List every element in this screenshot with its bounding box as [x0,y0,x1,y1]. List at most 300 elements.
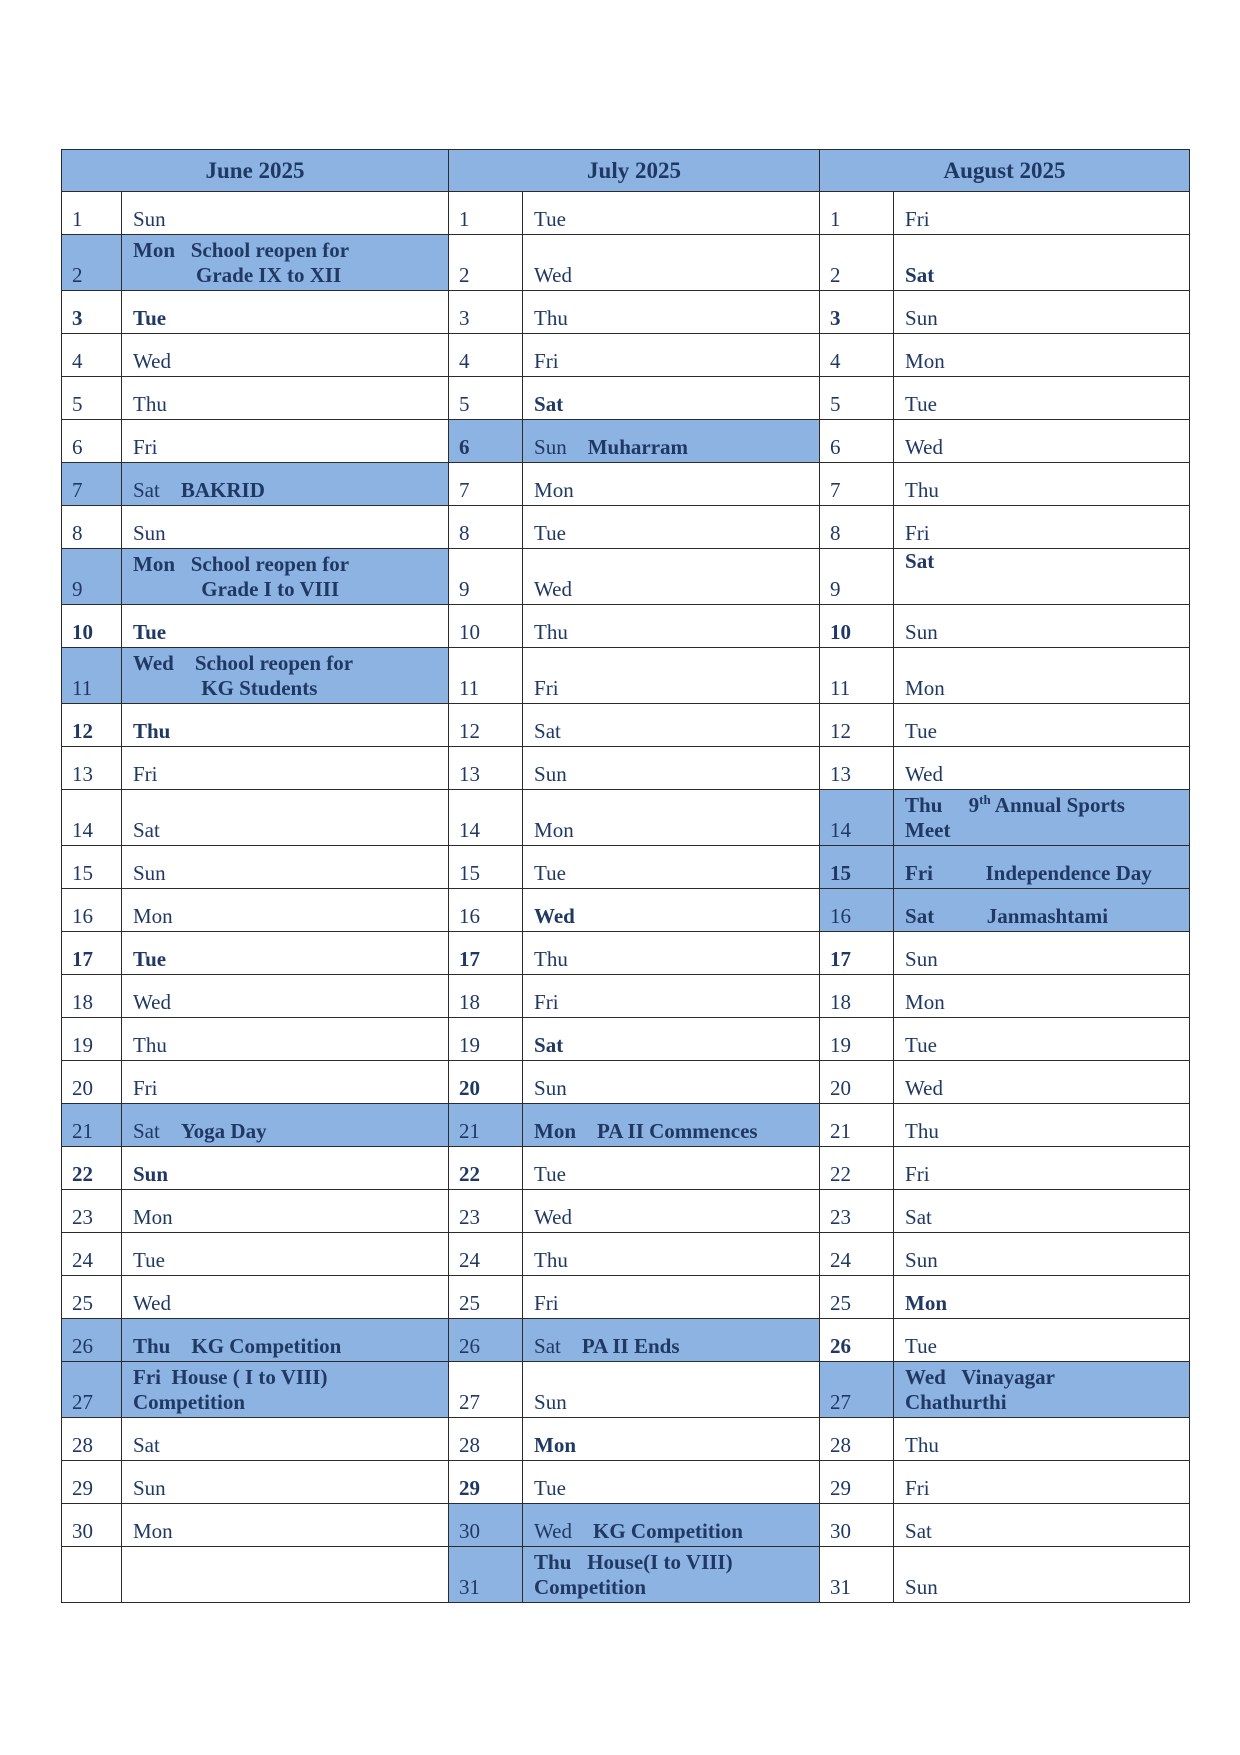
august-date-number: 18 [820,975,894,1018]
weekday-label: Thu [905,1119,939,1143]
august-date-number: 6 [820,420,894,463]
june-date-number: 23 [62,1190,122,1233]
august-day-cell [894,747,1190,790]
weekday-label: Wed [133,990,171,1014]
june-day-cell [122,1018,449,1061]
july-date-number: 29 [449,1461,523,1504]
august-day-cell [894,1104,1190,1147]
august-date-number: 16 [820,889,894,932]
august-date-number: 26 [820,1319,894,1362]
weekday-label: Fri [905,1476,930,1500]
june-day-cell [122,1461,449,1504]
june-day-cell [122,605,449,648]
july-date-number: 4 [449,334,523,377]
weekday-label: Tue [133,947,167,971]
june-date-number: 18 [62,975,122,1018]
june-day-cell [122,1104,449,1147]
weekday-label: Fri [133,1076,158,1100]
august-day-cell [894,192,1190,235]
calendar-row [62,549,1190,605]
calendar-row [62,1018,1190,1061]
weekday-label: Sun [905,947,938,971]
weekday-label: Fri [534,1291,559,1315]
july-day-cell [523,549,820,605]
calendar-row [62,1461,1190,1504]
june-date-number: 6 [62,420,122,463]
august-day-cell [894,1418,1190,1461]
calendar-row [62,1104,1190,1147]
july-date-number: 26 [449,1319,523,1362]
event-label: Janmashtami [986,904,1109,928]
july-date-number: 19 [449,1018,523,1061]
calendar-row [62,1418,1190,1461]
july-day-cell [523,1362,820,1418]
weekday-label: Sun [905,620,938,644]
event-label: Yoga Day [180,1119,267,1143]
weekday-label: Sat [534,719,561,743]
calendar-row [62,506,1190,549]
weekday-label: Thu [534,1248,568,1272]
june-day-cell [122,1362,449,1418]
weekday-label: Fri [534,990,559,1014]
month-header-row [62,150,1190,192]
june-day-cell [122,747,449,790]
event-text-line: Thu House(I to VIII) [534,1550,733,1574]
august-day-cell [894,1504,1190,1547]
june-date-number: 28 [62,1418,122,1461]
june-day-cell [122,846,449,889]
august-day-cell [894,1018,1190,1061]
weekday-label: Sat [133,1433,160,1457]
weekday-label: Fri [534,676,559,700]
june-date-number: 9 [62,549,122,605]
june-day-cell [122,463,449,506]
event-text-line: Wed Vinayagar [905,1365,1055,1389]
weekday-label: Mon [133,1519,173,1543]
august-date-number: 24 [820,1233,894,1276]
calendar-row [62,889,1190,932]
july-date-number: 3 [449,291,523,334]
event-text-line: KG Students [133,676,318,700]
august-day-cell [894,334,1190,377]
weekday-label: Mon [534,1119,577,1143]
weekday-label: Mon [534,478,574,502]
weekday-label: Fri [534,349,559,373]
august-date-number: 13 [820,747,894,790]
july-day-cell [523,1018,820,1061]
june-day-cell [122,334,449,377]
july-date-number: 8 [449,506,523,549]
july-day-cell [523,846,820,889]
july-day-cell [523,1276,820,1319]
august-date-number: 19 [820,1018,894,1061]
calendar-row [62,975,1190,1018]
july-day-cell [523,235,820,291]
weekday-label: Wed [534,1205,572,1229]
weekday-label: Wed [534,904,575,928]
june-date-number: 11 [62,648,122,704]
july-date-number: 10 [449,605,523,648]
august-date-number: 11 [820,648,894,704]
weekday-label: Tue [534,207,566,231]
august-day-cell [894,704,1190,747]
july-day-cell [523,334,820,377]
weekday-label: Fri [905,207,930,231]
event-label: Independence Day [985,861,1152,885]
calendar-row [62,747,1190,790]
weekday-label: Sat [905,1519,932,1543]
august-date-number: 2 [820,235,894,291]
calendar-row [62,463,1190,506]
august-day-cell [894,1190,1190,1233]
june-date-number: 13 [62,747,122,790]
july-date-number: 5 [449,377,523,420]
july-date-number: 28 [449,1418,523,1461]
weekday-label: Sat [133,478,160,502]
weekday-label: Wed [905,435,943,459]
june-day-cell [122,932,449,975]
july-day-cell [523,463,820,506]
weekday-label: Sat [534,392,564,416]
august-date-number: 22 [820,1147,894,1190]
weekday-label: Sun [534,435,567,459]
august-day-cell [894,932,1190,975]
june-day-cell [122,1418,449,1461]
august-date-number: 12 [820,704,894,747]
weekday-label: Thu [133,719,171,743]
june-date-number: 26 [62,1319,122,1362]
weekday-label: Thu [905,1433,939,1457]
event-text-line: Grade IX to XII [133,263,342,287]
event-text-line: Fri House ( I to VIII) [133,1365,328,1389]
july-day-cell [523,932,820,975]
weekday-label: Wed [534,1519,572,1543]
weekday-label: Sat [905,549,935,573]
july-date-number: 9 [449,549,523,605]
june-date-number: 19 [62,1018,122,1061]
month-header-july: July 2025 [449,150,820,192]
june-date-number: 24 [62,1233,122,1276]
calendar-row [62,790,1190,846]
june-day-cell [122,1547,449,1603]
july-day-cell [523,790,820,846]
july-date-number: 30 [449,1504,523,1547]
event-label: BAKRID [180,478,265,502]
july-day-cell [523,1418,820,1461]
august-day-cell [894,1319,1190,1362]
event-text-line: Mon School reopen for [133,552,350,576]
august-day-cell [894,377,1190,420]
weekday-label: Wed [133,349,171,373]
june-date-number: 10 [62,605,122,648]
june-day-cell [122,648,449,704]
july-date-number: 15 [449,846,523,889]
weekday-label: Thu [534,306,568,330]
weekday-label: Sat [133,818,160,842]
weekday-label: Sun [905,1575,938,1599]
weekday-label: Wed [133,1291,171,1315]
event-text-line: Grade I to VIII [133,577,340,601]
august-day-cell [894,1547,1190,1603]
weekday-label: Fri [133,762,158,786]
june-date-number: 25 [62,1276,122,1319]
event-label: Muharram [587,435,689,459]
july-date-number: 7 [449,463,523,506]
calendar-row [62,420,1190,463]
august-date-number: 10 [820,605,894,648]
june-day-cell [122,790,449,846]
july-day-cell [523,1461,820,1504]
weekday-label: Mon [133,1205,173,1229]
july-date-number: 25 [449,1276,523,1319]
weekday-label: Tue [905,1334,937,1358]
event-label: PA II Ends [581,1334,680,1358]
august-day-cell [894,463,1190,506]
august-date-number: 27 [820,1362,894,1418]
june-day-cell [122,704,449,747]
june-day-cell [122,1233,449,1276]
weekday-label: Tue [133,620,167,644]
august-day-cell [894,846,1190,889]
july-day-cell [523,192,820,235]
august-date-number: 3 [820,291,894,334]
event-text-line: Mon School reopen for [133,238,350,262]
calendar-row [62,1362,1190,1418]
july-day-cell [523,889,820,932]
weekday-label: Fri [133,435,158,459]
july-day-cell [523,1104,820,1147]
weekday-label: Wed [905,1076,943,1100]
calendar-row [62,192,1190,235]
weekday-label: Sun [133,521,166,545]
july-day-cell [523,975,820,1018]
weekday-label: Sat [133,1119,160,1143]
weekday-label: Mon [905,349,945,373]
academic-calendar-table [61,149,1190,1603]
july-day-cell [523,1233,820,1276]
june-day-cell [122,975,449,1018]
july-date-number: 22 [449,1147,523,1190]
august-day-cell [894,1061,1190,1104]
august-day-cell [894,1276,1190,1319]
june-date-number: 15 [62,846,122,889]
weekday-label: Wed [905,762,943,786]
weekday-label: Mon [133,904,173,928]
august-day-cell [894,506,1190,549]
july-day-cell [523,377,820,420]
weekday-label: Mon [534,818,574,842]
june-date-number: 30 [62,1504,122,1547]
june-date-number: 1 [62,192,122,235]
june-day-cell [122,1504,449,1547]
july-date-number: 2 [449,235,523,291]
weekday-label: Mon [905,1291,948,1315]
month-header-august: August 2025 [820,150,1190,192]
august-date-number: 1 [820,192,894,235]
weekday-label: Thu [133,392,167,416]
event-label: PA II Commences [597,1119,758,1143]
august-date-number: 15 [820,846,894,889]
june-day-cell [122,549,449,605]
june-day-cell [122,1147,449,1190]
august-date-number: 8 [820,506,894,549]
june-date-number: 29 [62,1461,122,1504]
weekday-label: Fri [905,1162,930,1186]
calendar-row [62,1319,1190,1362]
weekday-label: Thu [534,620,568,644]
weekday-label: Tue [534,521,566,545]
august-date-number: 5 [820,377,894,420]
calendar-row [62,932,1190,975]
weekday-label: Sun [905,1248,938,1272]
july-date-number: 12 [449,704,523,747]
calendar-row [62,291,1190,334]
june-date-number: 2 [62,235,122,291]
august-date-number: 29 [820,1461,894,1504]
july-day-cell [523,1061,820,1104]
weekday-label: Tue [534,861,566,885]
august-day-cell [894,420,1190,463]
weekday-label: Mon [905,676,945,700]
weekday-label: Tue [534,1162,566,1186]
weekday-label: Sat [905,904,935,928]
august-day-cell [894,605,1190,648]
event-text-line: Competition [534,1575,647,1599]
july-date-number: 27 [449,1362,523,1418]
june-date-number: 21 [62,1104,122,1147]
july-date-number: 17 [449,932,523,975]
august-day-cell [894,291,1190,334]
weekday-label: Mon [905,990,945,1014]
july-day-cell [523,648,820,704]
weekday-label: Wed [534,263,572,287]
weekday-label: Thu [905,478,939,502]
july-date-number: 16 [449,889,523,932]
event-text-line: Wed School reopen for [133,651,354,675]
july-day-cell [523,420,820,463]
june-day-cell [122,1319,449,1362]
june-day-cell [122,1061,449,1104]
event-text-line: Chathurthi [905,1390,1007,1414]
june-date-number [62,1547,122,1603]
weekday-label: Mon [534,1433,577,1457]
july-date-number: 1 [449,192,523,235]
july-date-number: 14 [449,790,523,846]
june-date-number: 7 [62,463,122,506]
weekday-label: Tue [905,392,937,416]
calendar-row [62,1061,1190,1104]
july-day-cell [523,1547,820,1603]
calendar-row [62,1504,1190,1547]
august-day-cell [894,1362,1190,1418]
august-date-number: 25 [820,1276,894,1319]
weekday-label: Sun [133,207,166,231]
june-day-cell [122,889,449,932]
july-day-cell [523,1190,820,1233]
calendar-row [62,648,1190,704]
june-day-cell [122,235,449,291]
calendar-row [62,846,1190,889]
june-date-number: 8 [62,506,122,549]
weekday-label: Sat [534,1334,561,1358]
weekday-label: Thu [534,947,568,971]
august-day-cell [894,790,1190,846]
june-day-cell [122,1276,449,1319]
event-label: KG Competition [592,1519,743,1543]
weekday-label: Thu [133,1334,171,1358]
calendar-row [62,334,1190,377]
calendar-row [62,1147,1190,1190]
event-text-line: Thu 9th Annual Sports [905,792,1125,817]
june-date-number: 4 [62,334,122,377]
august-date-number: 14 [820,790,894,846]
weekday-label: Tue [534,1476,566,1500]
weekday-label: Tue [133,1248,165,1272]
august-date-number: 31 [820,1547,894,1603]
august-day-cell [894,975,1190,1018]
august-day-cell [894,549,1190,605]
july-day-cell [523,1147,820,1190]
july-day-cell [523,1504,820,1547]
july-day-cell [523,605,820,648]
july-date-number: 13 [449,747,523,790]
calendar-row [62,235,1190,291]
weekday-label: Sun [534,1076,567,1100]
august-date-number: 20 [820,1061,894,1104]
june-date-number: 20 [62,1061,122,1104]
july-day-cell [523,1319,820,1362]
july-date-number: 31 [449,1547,523,1603]
weekday-label: Sun [133,861,166,885]
calendar-row [62,1547,1190,1603]
june-date-number: 17 [62,932,122,975]
weekday-label: Sat [905,1205,932,1229]
august-date-number: 30 [820,1504,894,1547]
august-date-number: 28 [820,1418,894,1461]
weekday-label: Thu [133,1033,167,1057]
calendar-row [62,704,1190,747]
august-date-number: 7 [820,463,894,506]
weekday-label: Fri [905,521,930,545]
july-day-cell [523,506,820,549]
june-day-cell [122,420,449,463]
july-date-number: 20 [449,1061,523,1104]
july-day-cell [523,747,820,790]
calendar-row [62,1190,1190,1233]
weekday-label: Sun [133,1476,166,1500]
june-day-cell [122,377,449,420]
july-date-number: 24 [449,1233,523,1276]
june-date-number: 22 [62,1147,122,1190]
month-header-june: June 2025 [62,150,449,192]
july-date-number: 18 [449,975,523,1018]
june-day-cell [122,291,449,334]
event-text-line: Meet [905,818,951,842]
august-day-cell [894,648,1190,704]
weekday-label: Tue [133,306,167,330]
calendar-row [62,1233,1190,1276]
weekday-label: Sat [534,1033,564,1057]
july-day-cell [523,704,820,747]
july-date-number: 11 [449,648,523,704]
june-date-number: 12 [62,704,122,747]
june-date-number: 27 [62,1362,122,1418]
august-day-cell [894,235,1190,291]
weekday-label: Sun [534,762,567,786]
june-date-number: 3 [62,291,122,334]
august-day-cell [894,889,1190,932]
weekday-label: Tue [905,719,937,743]
